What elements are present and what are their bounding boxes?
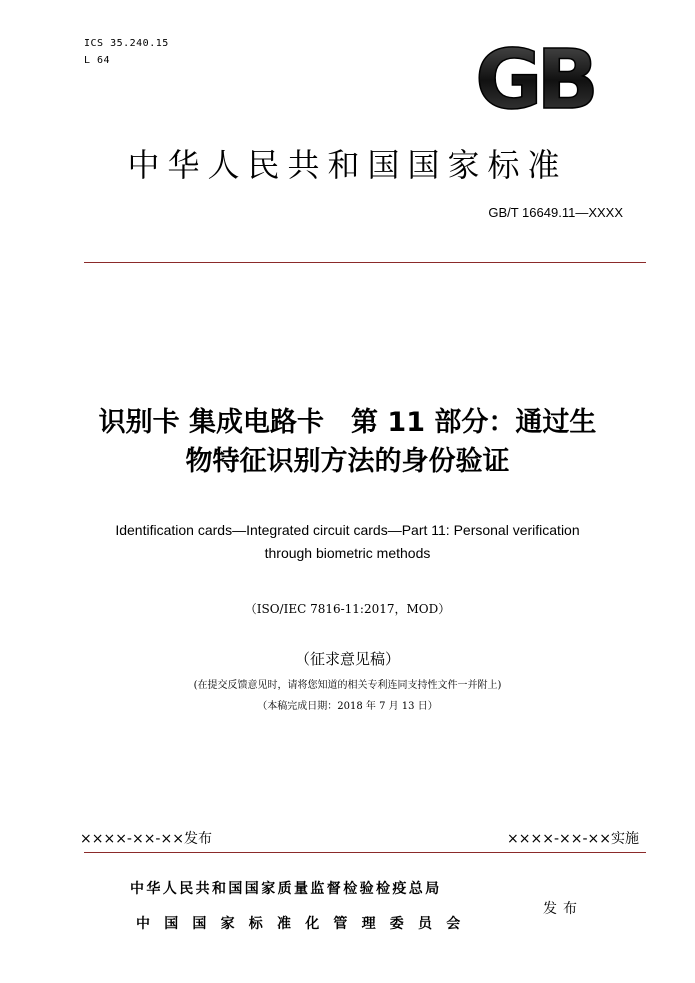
- issuing-organization-2: 中国国家标准化管理委员会: [136, 916, 475, 932]
- gb-logo: [466, 42, 602, 114]
- standard-number: GB/T 16649.11—XXXX: [488, 205, 623, 220]
- top-divider: [84, 262, 646, 263]
- completion-date: （本稿完成日期：2018 年 7 月 13 日）: [257, 701, 438, 712]
- chinese-title-line1: 识别卡 集成电路卡 第 11 部分：通过生: [98, 407, 597, 438]
- ics-code: ICS 35.240.15: [84, 38, 169, 49]
- chinese-title-line2: 物特征识别方法的身份验证: [185, 446, 510, 477]
- gb-logo-text: GB: [475, 42, 593, 114]
- draft-label: （征求意见稿）: [294, 650, 400, 668]
- publish-label: 发布: [543, 901, 583, 917]
- english-title: [0, 519, 695, 565]
- national-standard-title: 中华人民共和国国家标准: [127, 146, 568, 184]
- issuing-organization-1: 中华人民共和国国家质量监督检验检疫总局: [130, 881, 442, 897]
- classification-code: L 64: [84, 55, 111, 66]
- adoption-reference: （ISO/IEC 7816-11:2017，MOD）: [244, 602, 451, 616]
- implementation-date: ××××-××-××实施: [507, 831, 639, 847]
- english-title-line2: through biometric methods: [264, 545, 431, 561]
- bottom-divider: [84, 852, 646, 853]
- chinese-title: [0, 403, 695, 481]
- english-title-line1: Identification cards—Integrated circuit cards—Part 11: Personal verification: [115, 522, 580, 538]
- patent-notice: (在提交反馈意见时，请将您知道的相关专利连同支持性文件一并附上): [193, 680, 502, 691]
- issue-date: ××××-××-××发布: [80, 831, 212, 847]
